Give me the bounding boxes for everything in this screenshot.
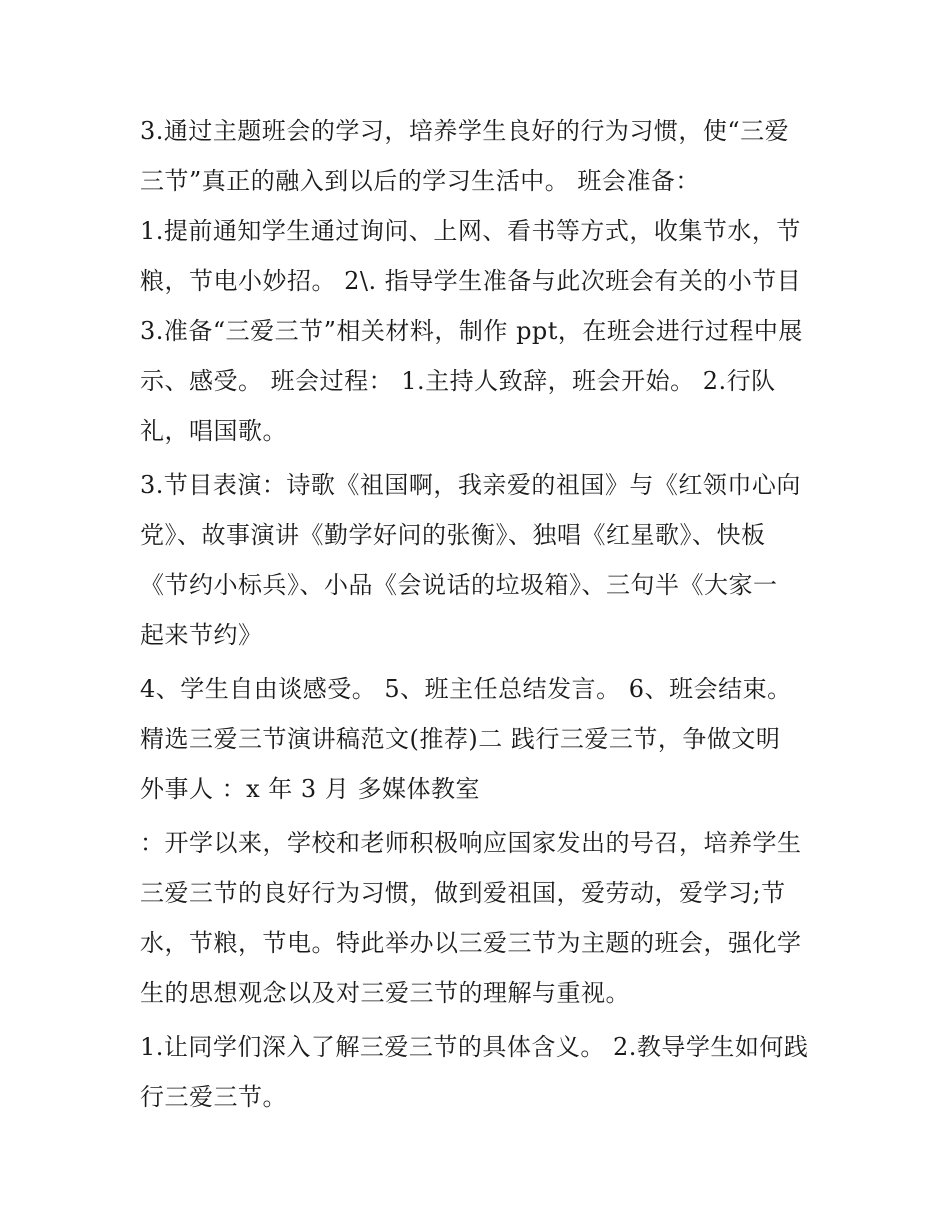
text-line: 示、感受。 班会过程： 1.主持人致辞，班会开始。 2.行队 — [140, 367, 776, 395]
text-line: 《节约小标兵》、小品《会说话的垃圾箱》、三句半《大家一 — [140, 571, 778, 599]
text-line: 行三爱三节。 — [140, 1083, 287, 1111]
text-line: 三爱三节的良好行为习惯，做到爱祖国，爱劳动，爱学习;节 — [140, 879, 786, 907]
text-line: 精选三爱三节演讲稿范文(推荐)二 践行三爱三节，争做文明 — [140, 725, 781, 753]
text-line: 外事人 ：x 年 3 月 多媒体教室 — [140, 775, 480, 803]
text-line: 3.节目表演：诗歌《祖国啊，我亲爱的祖国》与《红领巾心向 — [140, 471, 801, 499]
text-line: 生的思想观念以及对三爱三节的理解与重视。 — [140, 979, 630, 1007]
text-line: 水，节粮，节电。特此举办以三爱三节为主题的班会，强化学 — [140, 929, 802, 957]
text-line: ：开学以来，学校和老师积极响应国家发出的号召，培养学生 — [140, 829, 802, 857]
text-line: 三节”真正的融入到以后的学习生活中。 班会准备： — [140, 167, 700, 195]
text-line: 3.通过主题班会的学习，培养学生良好的行为习惯，使“三爱 — [140, 117, 790, 145]
text-line: 党》、故事演讲《勤学好问的张衡》、独唱《红星歌》、快板 — [140, 521, 766, 549]
text-line: 4、学生自由谈感受。 5、班主任总结发言。 6、班会结束。 — [140, 675, 792, 703]
text-line: 3.准备“三爱三节”相关材料，制作 ppt，在班会进行过程中展 — [140, 317, 803, 345]
text-line: 礼，唱国歌。 — [140, 417, 287, 445]
text-line: 粮，节电小妙招。 2\. 指导学生准备与此次班会有关的小节目 — [140, 267, 802, 295]
text-line: 1.让同学们深入了解三爱三节的具体含义。 2.教导学生如何践 — [140, 1033, 809, 1061]
text-line: 1.提前通知学生通过询问、上网、看书等方式，收集节水，节 — [140, 217, 801, 245]
text-line: 起来节约》 — [140, 621, 263, 649]
